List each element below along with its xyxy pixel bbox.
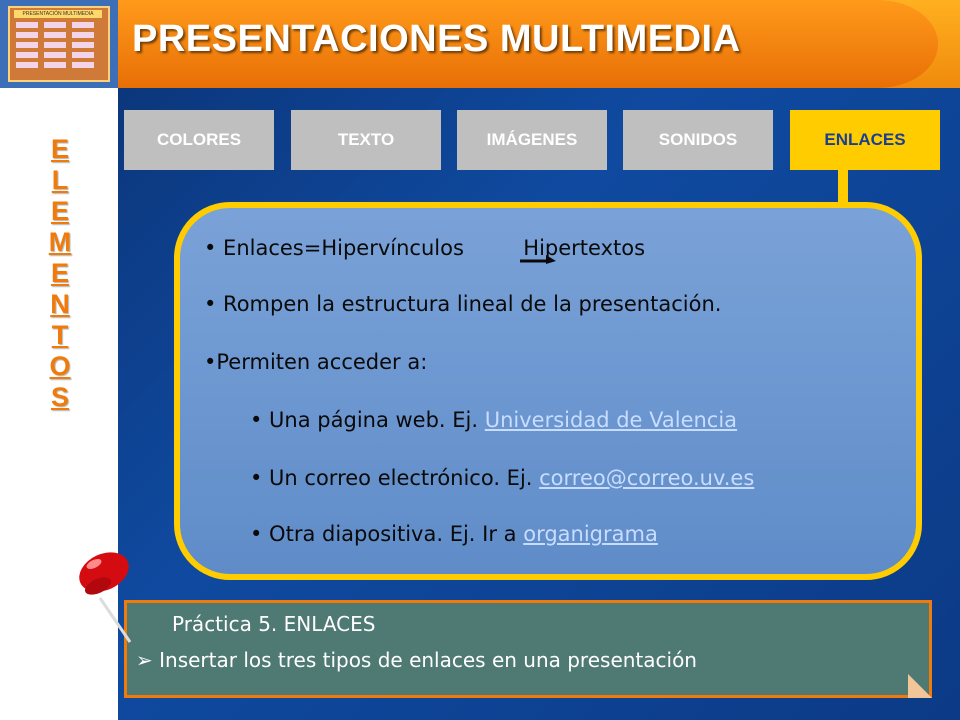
item-slide-text: • Otra diapositiva. Ej. Ir a	[250, 522, 524, 546]
thumbnail-row	[16, 52, 96, 58]
link-organigrama[interactable]: organigrama	[523, 522, 658, 546]
content-item-email	[250, 466, 754, 490]
enlaces-definition: • Enlaces=Hipervínculos	[204, 236, 464, 260]
content-line-1	[204, 236, 645, 260]
tab-colores[interactable]: COLORES	[124, 110, 274, 170]
note-fold-corner	[908, 674, 932, 698]
practice-item-text: Insertar los tres tipos de enlaces en una presentación	[159, 648, 697, 672]
content-line-2: • Rompen la estructura lineal de la presentación.	[204, 292, 722, 316]
content-item-slide	[250, 522, 658, 546]
practice-title: Práctica 5. ENLACES	[172, 612, 376, 636]
thumbnail-title: PRESENTACIÓN MULTIMEDIA	[14, 10, 102, 18]
page-title: PRESENTACIONES MULTIMEDIA	[132, 18, 741, 60]
thumbnail-row	[16, 42, 96, 48]
thumbnail-image	[8, 6, 110, 82]
thumbnail-row	[16, 32, 96, 38]
link-universidad[interactable]: Universidad de Valencia	[484, 408, 738, 432]
arrow-bullet-icon: ➢	[136, 648, 153, 672]
tab-enlaces[interactable]: ENLACES	[790, 110, 940, 170]
item-email-text: • Un correo electrónico. Ej.	[250, 466, 540, 490]
content-line-3: •Permiten acceder a:	[204, 350, 428, 374]
hipertextos-label: Hipertextos	[523, 236, 646, 260]
right-arrow-icon	[518, 248, 558, 266]
tab-imagenes[interactable]: IMÁGENES	[457, 110, 607, 170]
link-email[interactable]: correo@correo.uv.es	[539, 466, 755, 490]
tab-texto[interactable]: TEXTO	[291, 110, 441, 170]
practice-item	[136, 648, 697, 672]
tab-sonidos[interactable]: SONIDOS	[623, 110, 773, 170]
thumbnail-row	[16, 62, 96, 68]
content-item-web	[250, 408, 737, 432]
thumbnail-row	[16, 22, 96, 28]
push-pin-icon	[70, 546, 150, 646]
slide-thumbnail[interactable]	[0, 0, 118, 88]
item-web-text: • Una página web. Ej.	[250, 408, 485, 432]
elementos-vertical-link[interactable]: E L E M E N T O S	[48, 134, 72, 412]
